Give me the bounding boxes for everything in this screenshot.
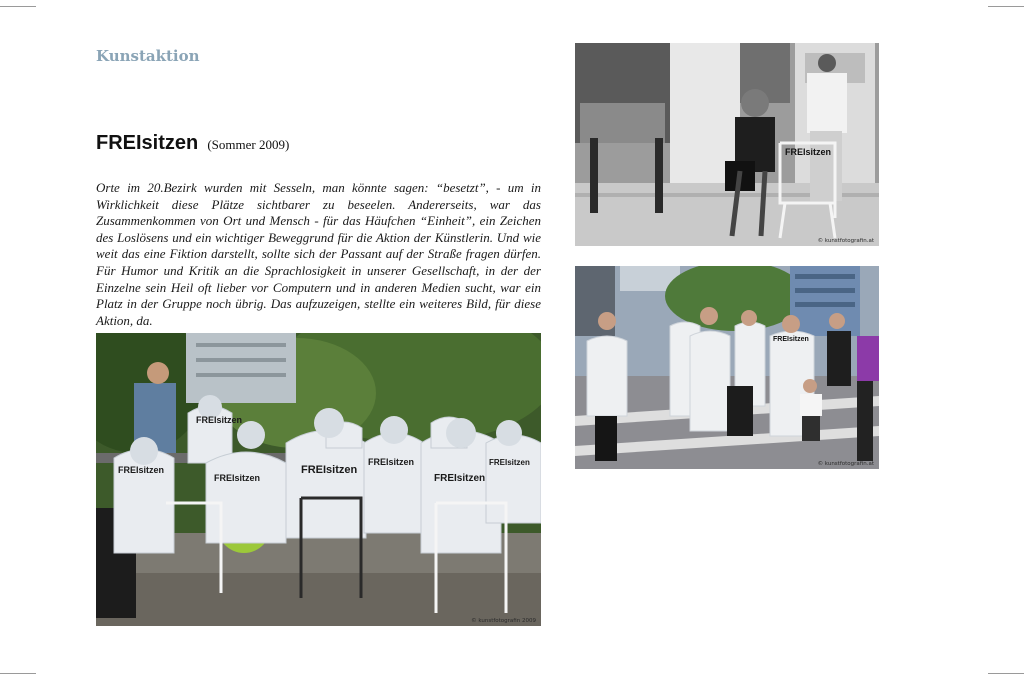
crop-mark-top-right bbox=[988, 6, 1024, 7]
woman-on-chair-image bbox=[575, 43, 879, 246]
photo-seated-group bbox=[96, 333, 541, 626]
photo-credit: © kunstfotografin.at bbox=[817, 461, 874, 467]
photo-credit: © kunstfotografin.at bbox=[817, 238, 874, 244]
chair-label: FREIsitzen bbox=[489, 458, 530, 467]
article-body: Orte im 20.Bezirk wurden mit Sesseln, man könnte sagen: “besetzt”, - um in Wirklichkeit diese Plätze sichtbarer zu beseelen. Andererseits, war das Zusammenkommen von Ort und Mensch - für das Häufchen “Einheit”, ein Zeichen des Loslösens und ein wichtiger Beweggrund für die Aktion der Künstlerin. Und wie weit das eine Fiktion darstellt, sollte sich der Passant auf der Straße fragen dürfen. Für Humor und Kritik an die Sprachlosigkeit in unserer Gesellschaft, in der der Einzelne sein Heil oft lieber vor Computern und in anderen Medien sucht, war ein Platz in der Gruppe noch übrig. Das aufzuzeigen, stellte ein weiteres Bild, für diese Aktion, da. bbox=[96, 180, 541, 328]
photo-woman-on-chair bbox=[575, 43, 879, 246]
cape-label: FREIsitzen bbox=[773, 336, 809, 343]
chair-label: FREIsitzen bbox=[434, 473, 486, 484]
chair-label: FREIsitzen bbox=[301, 464, 358, 476]
chair-label: FREIsitzen bbox=[785, 147, 832, 157]
crop-mark-bottom-left bbox=[0, 673, 36, 674]
crop-mark-top-left bbox=[0, 6, 36, 7]
walking-group-image bbox=[575, 266, 879, 469]
photo-walking-group bbox=[575, 266, 879, 469]
photo-credit: © kunstfotografin 2009 bbox=[471, 618, 536, 624]
chair-label: FREIsitzen bbox=[368, 457, 415, 467]
article-heading bbox=[96, 132, 289, 155]
chair-label: FREIsitzen bbox=[196, 415, 243, 425]
chair-label: FREIsitzen bbox=[118, 465, 165, 475]
seated-group-image bbox=[96, 333, 541, 626]
article-subtitle: (Sommer 2009) bbox=[207, 137, 290, 152]
crop-mark-bottom-right bbox=[988, 673, 1024, 674]
chair-label: FREIsitzen bbox=[214, 473, 261, 483]
section-label: Kunstaktion bbox=[96, 47, 200, 65]
article-title: FREIsitzen bbox=[96, 132, 199, 154]
